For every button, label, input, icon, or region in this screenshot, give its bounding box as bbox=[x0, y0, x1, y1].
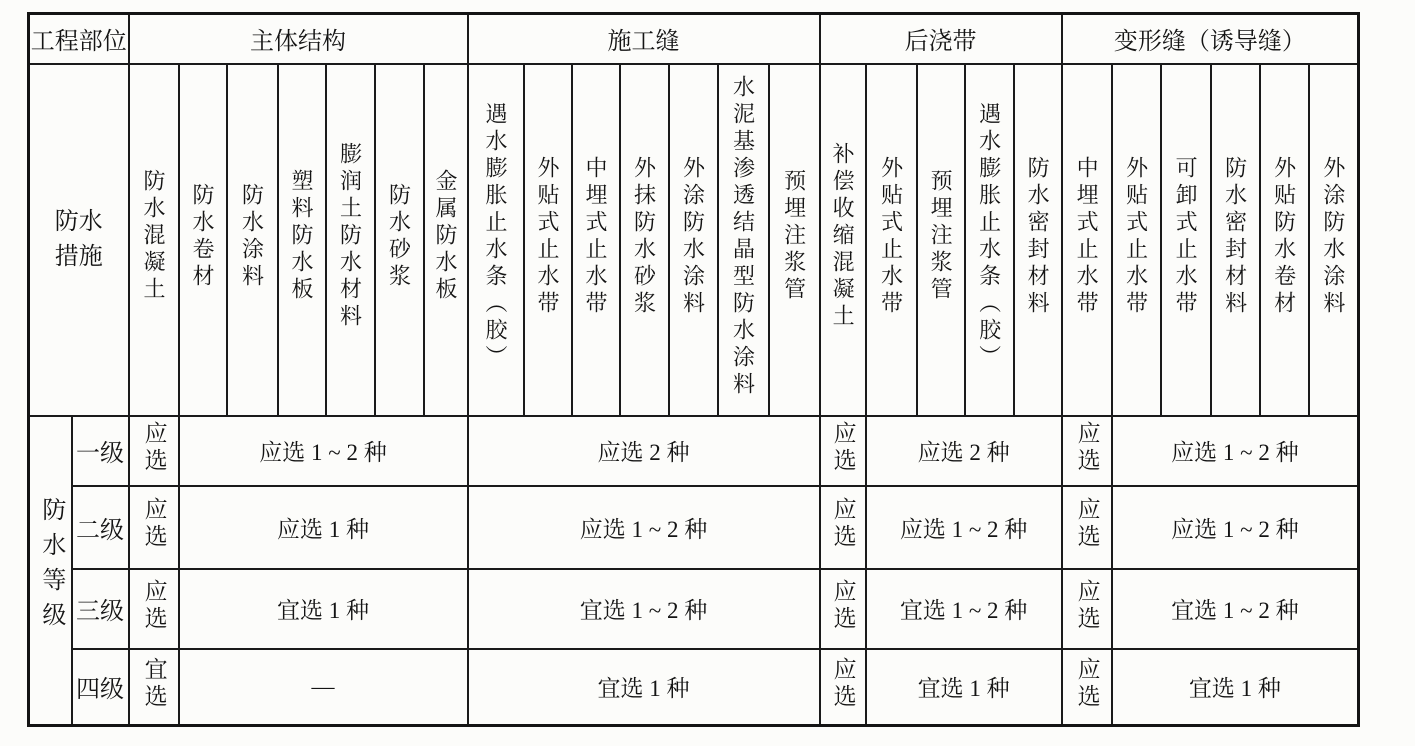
measure-header: 外涂防水涂料 bbox=[1309, 64, 1359, 416]
selection-cell: 应选 bbox=[129, 416, 179, 486]
header-group-construction-joint: 施工缝 bbox=[468, 14, 820, 64]
selection-cell: 应选 bbox=[1062, 649, 1112, 726]
selection-cell: — bbox=[179, 649, 468, 726]
table-row-grade-4 bbox=[29, 649, 1359, 726]
grade-label: 二级 bbox=[72, 486, 129, 569]
measure-header: 外贴式止水带 bbox=[866, 64, 917, 416]
header-group-deformation-joint: 变形缝（诱导缝） bbox=[1062, 14, 1359, 64]
selection-cell: 应选 bbox=[1062, 416, 1112, 486]
measure-header: 防水砂浆 bbox=[375, 64, 424, 416]
selection-cell: 宜选 1 种 bbox=[468, 649, 820, 726]
measure-header: 防水混凝土 bbox=[129, 64, 179, 416]
selection-cell: 应选 1 ~ 2 种 bbox=[179, 416, 468, 486]
measure-header: 外抹防水砂浆 bbox=[620, 64, 669, 416]
measure-header: 遇水膨胀止水条（胶） bbox=[468, 64, 524, 416]
waterproofing-measures-table bbox=[27, 12, 1360, 727]
measure-header: 补偿收缩混凝土 bbox=[820, 64, 866, 416]
table-row-grade-2-highlighted bbox=[29, 486, 1359, 569]
selection-cell: 应选 bbox=[820, 486, 866, 569]
measure-header: 外贴防水卷材 bbox=[1260, 64, 1309, 416]
header-group-post-cast-strip: 后浇带 bbox=[820, 14, 1062, 64]
table-row-grade-1 bbox=[29, 416, 1359, 486]
measure-header: 外贴式止水带 bbox=[1112, 64, 1161, 416]
measure-header: 防水涂料 bbox=[227, 64, 278, 416]
table-row-grade-3 bbox=[29, 569, 1359, 649]
selection-cell: 应选 bbox=[820, 569, 866, 649]
selection-cell: 应选 2 种 bbox=[866, 416, 1062, 486]
selection-cell: 应选 1 ~ 2 种 bbox=[1112, 486, 1359, 569]
selection-cell: 应选 1 ~ 2 种 bbox=[468, 486, 820, 569]
grade-label: 四级 bbox=[72, 649, 129, 726]
measure-header: 防水密封材料 bbox=[1014, 64, 1062, 416]
selection-cell: 应选 bbox=[820, 416, 866, 486]
measure-header: 外贴式止水带 bbox=[524, 64, 572, 416]
measures-header-row bbox=[29, 64, 1359, 416]
measure-header: 外涂防水涂料 bbox=[669, 64, 718, 416]
measure-header: 防水卷材 bbox=[179, 64, 227, 416]
measure-header: 金属防水板 bbox=[424, 64, 468, 416]
measure-header: 遇水膨胀止水条（胶） bbox=[965, 64, 1014, 416]
selection-cell: 应选 bbox=[820, 649, 866, 726]
selection-cell: 应选 1 ~ 2 种 bbox=[866, 486, 1062, 569]
selection-cell: 应选 2 种 bbox=[468, 416, 820, 486]
header-engineering-part: 工程部位 bbox=[29, 14, 129, 64]
selection-cell: 宜选 1 ~ 2 种 bbox=[468, 569, 820, 649]
selection-cell: 宜选 1 ~ 2 种 bbox=[1112, 569, 1359, 649]
measure-header: 膨润土防水材料 bbox=[326, 64, 375, 416]
measure-header: 防水密封材料 bbox=[1211, 64, 1260, 416]
selection-cell: 应选 1 ~ 2 种 bbox=[1112, 416, 1359, 486]
selection-cell: 宜选 1 种 bbox=[179, 569, 468, 649]
selection-cell: 应选 1 种 bbox=[179, 486, 468, 569]
measure-header: 中埋式止水带 bbox=[572, 64, 620, 416]
measure-header: 水泥基渗透结晶型防水涂料 bbox=[718, 64, 769, 416]
selection-cell: 宜选 1 种 bbox=[866, 649, 1062, 726]
grade-label: 三级 bbox=[72, 569, 129, 649]
selection-cell: 应选 bbox=[129, 486, 179, 569]
header-waterproof-measures: 防水措施 bbox=[29, 64, 129, 416]
measure-header: 中埋式止水带 bbox=[1062, 64, 1112, 416]
header-waterproof-grade: 防水等级 bbox=[29, 416, 72, 726]
selection-cell: 应选 bbox=[129, 569, 179, 649]
selection-cell: 宜选 1 ~ 2 种 bbox=[866, 569, 1062, 649]
selection-cell: 宜选 bbox=[129, 649, 179, 726]
measure-header: 塑料防水板 bbox=[278, 64, 326, 416]
selection-cell: 宜选 1 种 bbox=[1112, 649, 1359, 726]
selection-cell: 应选 bbox=[1062, 569, 1112, 649]
measure-header: 预埋注浆管 bbox=[769, 64, 820, 416]
measure-header: 预埋注浆管 bbox=[917, 64, 965, 416]
measure-header: 可卸式止水带 bbox=[1161, 64, 1211, 416]
header-group-main-structure: 主体结构 bbox=[129, 14, 468, 64]
group-header-row bbox=[29, 14, 1359, 64]
selection-cell: 应选 bbox=[1062, 486, 1112, 569]
grade-label: 一级 bbox=[72, 416, 129, 486]
